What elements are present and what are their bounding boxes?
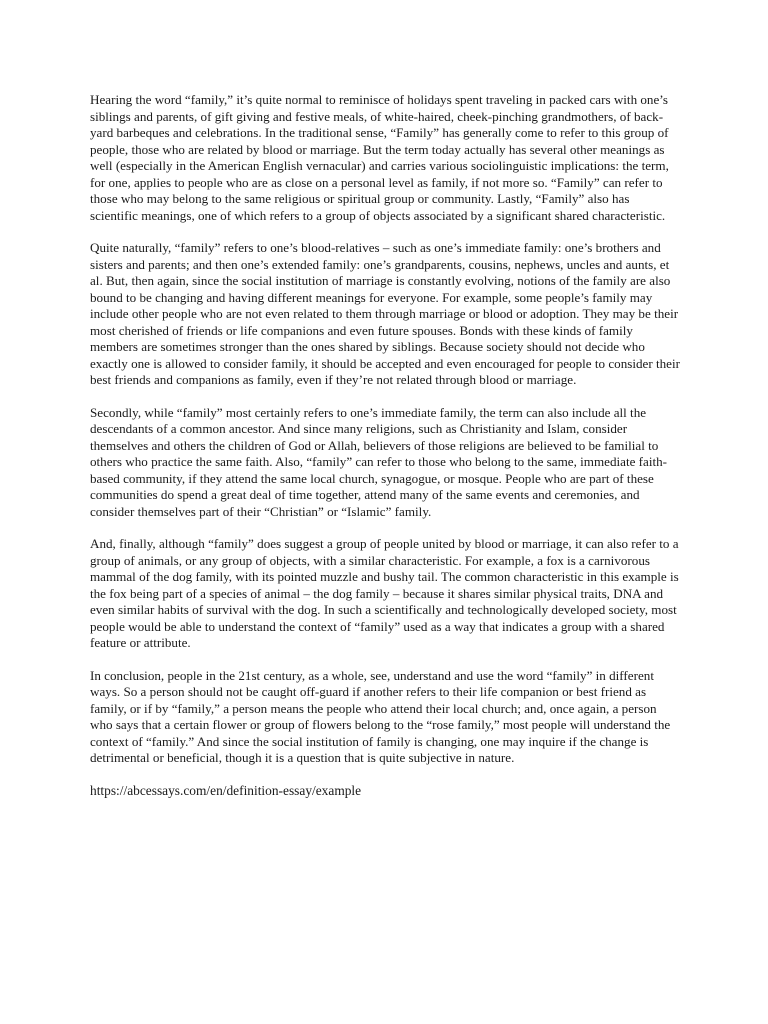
paragraph-blood-relatives: Quite naturally, “family” refers to one’s blood-relatives – such as one’s immediate family: one’s brothers and sisters and parents; and then one’s extended family: one’s grandparents, cousins, nephews, uncles and aunts, et al. But, then again, since the social institution of marriage is constantly evolving, notions of the family are also bound to be changing and having different meanings for everyone. For example, some people’s family may include other people who are not even related to them through marriage or blood or adoption. They may be their most cherished of friends or life companions and even future spouses. Bonds with these kinds of family members are sometimes stronger than the ones shared by siblings. Because society should not decide who exactly one is allowed to consider family, it should be accepted and even encouraged for people to consider their best friends and companions as family, even if they’re not related through blood or marriage. — [90, 240, 680, 387]
source-url: https://abcessays.com/en/definition-essay/example — [90, 782, 362, 798]
paragraph-scientific-family: And, finally, although “family” does suggest a group of people united by blood or marriage, it can also refer to a group of animals, or any group of objects, with a similar characteristic. For example, a fox is a carnivorous mammal of the dog family, with its pointed muzzle and bushy tail. The common characteristic in this example is the fox being part of a species of animal – the dog family – because it shares similar physical traits, DNA and even similar habits of survival with the dog. In such a scientifically and technologically developed society, most people would be able to understand the context of “family” used as a way that indicates a group with a shared feature or attribute. — [90, 536, 679, 650]
paragraph-conclusion: In conclusion, people in the 21st century, as a whole, see, understand and use the word “family” in different ways. So a person should not be caught off-guard if another refers to their life companion or best friend as family, or if by “family,” a person means the people who attend their local church; and, once again, a person who says that a certain flower or group of flowers belong to the “rose family,” most people will understand the context of “family.” And since the social institution of family is changing, one may inquire if the change is detrimental or beneficial, though it is a question that is quite subjective in nature. — [90, 667, 671, 765]
document-page — [90, 92, 680, 799]
paragraph-introduction: Hearing the word “family,” it’s quite normal to reminisce of holidays spent traveling in packed cars with one’s siblings and parents, of gift giving and festive meals, of white-haired, cheek-pinching grandmothers, of back-yard barbeques and celebrations. In the traditional sense, “Family” has generally come to refer to this group of people, those who are related by blood or marriage. But the term today actually has several other meanings as well (especially in the American English vernacular) and carries various sociolinguistic implications: the term, for one, applies to people who are as close on a personal level as family, if not more so. “Family” can refer to those who may belong to the same religious or spiritual group or community. Lastly, “Family” also has scientific meanings, one of which refers to a group of objects associated by a significant shared characteristic. — [90, 92, 669, 223]
paragraph-religious-family: Secondly, while “family” most certainly refers to one’s immediate family, the term can also include all the descendants of a common ancestor. And since many religions, such as Christianity and Islam, consider themselves and others the children of God or Allah, believers of those religions are believed to be familial to others who practice the same faith. Also, “family” can refer to those who belong to the same, immediate faith-based community, if they attend the same local church, synagogue, or mosque. People who are part of these communities do spend a great deal of time together, attend many of the same events and ceremonies, and consider themselves part of their “Christian” or “Islamic” family. — [90, 404, 668, 519]
